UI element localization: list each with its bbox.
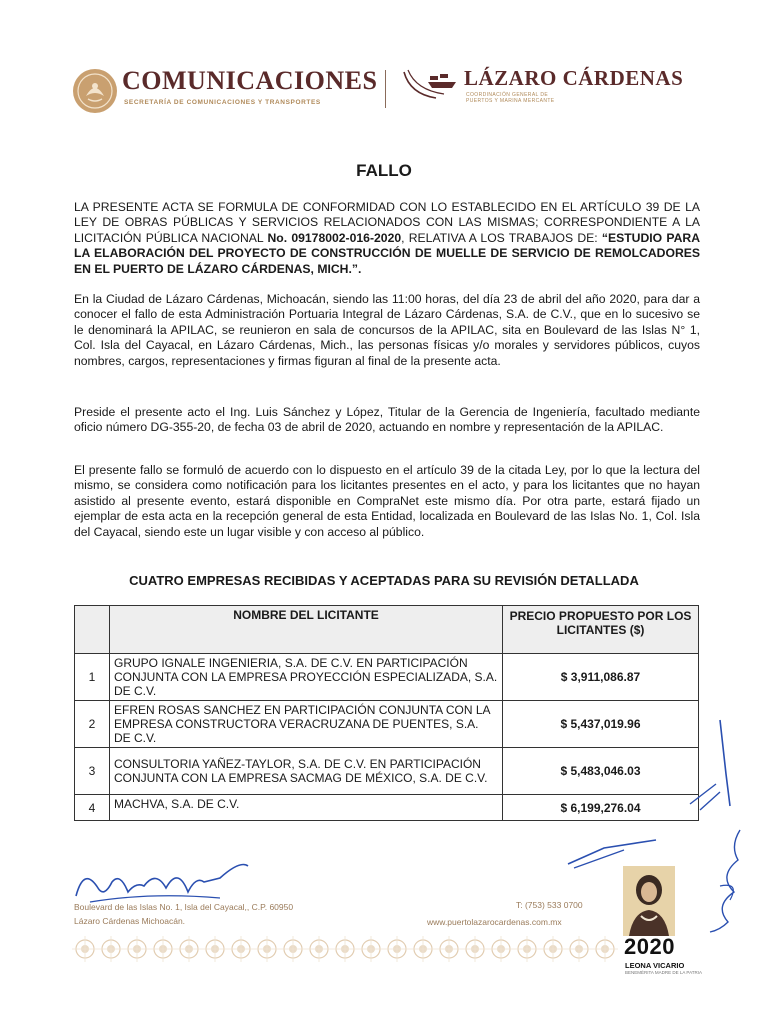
footer-phone: T: (753) 533 0700 <box>516 900 583 910</box>
footer-address <box>74 900 293 928</box>
row-number: 1 <box>75 654 110 701</box>
header-divider <box>385 70 386 108</box>
leona-vicario-portrait-icon <box>623 866 675 936</box>
row-number: 3 <box>75 748 110 795</box>
footer-address-line1: Boulevard de las Islas No. 1, Isla del Cayacal,, C.P. 60950 <box>74 902 294 912</box>
row-number: 4 <box>75 795 110 821</box>
bid-price: $ 3,911,086.87 <box>503 654 699 701</box>
margin-signature <box>700 826 750 936</box>
header-number-cell <box>75 606 110 654</box>
intro-text-relativa: , RELATIVA A LOS TRABAJOS DE: <box>401 230 602 245</box>
table-row <box>75 654 699 701</box>
table-row <box>75 748 699 795</box>
table-row <box>75 701 699 748</box>
bid-price: $ 6,199,276.04 <box>503 795 699 821</box>
honoree-name: LEONA VICARIO <box>625 961 685 970</box>
paragraph-notification: El presente fallo se formuló de acuerdo con lo dispuesto en el artículo 39 de la citada Ley, por lo que la lectura del mismo, se considera como notificación para los licitantes presentes en el acto, y para los licitantes que no hayan asistido al presente evento, estará disponible en CompraNet este mismo día. Por otra parte, estará fijado un ejemplar de esta acta en la recepción general de esta Entidad, localizada en Boulevard de las Islas No. 1, Col. Isla del Cayacal, siendo este un lugar visible y con acceso al público. <box>74 463 700 539</box>
decorative-footer-pattern <box>72 936 618 962</box>
footer-address-line2: Lázaro Cárdenas Michoacán. <box>74 916 186 926</box>
honoree-subtitle: BENEMÉRITA MADRE DE LA PATRIA <box>625 970 703 975</box>
org-subtitle: SECRETARÍA DE COMUNICACIONES Y TRANSPORTES <box>124 99 321 106</box>
paragraph-meeting: En la Ciudad de Lázaro Cárdenas, Michoacán, siendo las 11:00 horas, del día 23 de abril del año 2020, para dar a conocer el fallo de esta Administración Portuaria Integral de Lázaro Cárdenas, S.A. de C.V., que en lo sucesivo se le denominará la APILAC, se reunieron en sala de concursos de la APILAC, sita en Boulevard de las Islas N° 1, Col. Isla del Cayacal, en Lázaro Cárdenas, Mich., las personas físicas y/o morales y servidores públicos, cuyos nombres, cargos, representaciones y firmas figuran al final de la presente acta. <box>74 292 700 368</box>
bidder-name: GRUPO IGNALE INGENIERIA, S.A. DE C.V. EN PARTICIPACIÓN CONJUNTA CON LA EMPRESA PROYECCIÓN ESPECIALIZADA, S.A. DE C.V. <box>110 654 503 701</box>
row-number: 2 <box>75 701 110 748</box>
bid-price: $ 5,437,019.96 <box>503 701 699 748</box>
header-name-cell: NOMBRE DEL LICITANTE <box>110 606 503 654</box>
header-price-cell: PRECIO PROPUESTO POR LOS LICITANTES ($) <box>503 606 699 654</box>
intro-text: LA PRESENTE ACTA SE FORMULA DE CONFORMIDAD CON LO ESTABLECIDO EN EL ARTÍCULO 39 DE LA LEY DE OBRAS PÚBLICAS Y SERVICIOS RELACIONADOS CON LAS MISMAS; CORRESPONDIENTE A LA LICITACIÓN PÚBLICA NACIONAL <box>74 200 700 245</box>
mexico-coat-of-arms-seal-icon <box>72 68 118 114</box>
bidder-name: CONSULTORIA YAÑEZ-TAYLOR, S.A. DE C.V. EN PARTICIPACIÓN CONJUNTA CON LA EMPRESA SACMAG DE MÉXICO, S.A. DE C.V. <box>110 748 503 795</box>
section-heading: CUATRO EMPRESAS RECIBIDAS Y ACEPTADAS PARA SU REVISIÓN DETALLADA <box>129 573 639 588</box>
intro-paragraph <box>74 200 700 277</box>
port-ship-logo-icon <box>400 66 460 106</box>
handwritten-stroke-mark <box>564 836 660 870</box>
bidders-table <box>74 605 699 821</box>
footer-website: www.puertolazarocardenas.com.mx <box>427 917 562 927</box>
port-subtitle: COORDINACIÓN GENERAL DE PUERTOS Y MARINA MERCANTE <box>466 92 555 104</box>
document-title: FALLO <box>356 161 412 180</box>
bid-price: $ 5,483,046.03 <box>503 748 699 795</box>
bidder-name: MACHVA, S.A. DE C.V. <box>110 795 503 821</box>
paragraph-presiding: Preside el presente acto el Ing. Luis Sánchez y López, Titular de la Gerencia de Ingeniería, facultado mediante oficio número DG-355-20, de fecha 03 de abril de 2020, actuando en nombre y representación de la APILAC. <box>74 405 700 435</box>
tender-number: No. 09178002-016-2020 <box>267 230 402 245</box>
bidder-name: EFREN ROSAS SANCHEZ EN PARTICIPACIÓN CONJUNTA CON LA EMPRESA CONSTRUCTORA VERACRUZANA DE PUENTES, S.A. DE C.V. <box>110 701 503 748</box>
table-header-row <box>75 606 699 654</box>
table-row <box>75 795 699 821</box>
org-name: COMUNICACIONES <box>122 66 378 95</box>
port-name: LÁZARO CÁRDENAS <box>464 66 684 90</box>
project-name: “ESTUDIO PARA LA ELABORACIÓN DEL PROYECTO DE CONSTRUCCIÓN DE MUELLE DE SERVICIO DE REMOLCADORES EN EL PUERTO DE LÁZARO CÁRDENAS, MICH.”. <box>74 230 701 276</box>
year-badge: 2020 <box>624 934 675 959</box>
